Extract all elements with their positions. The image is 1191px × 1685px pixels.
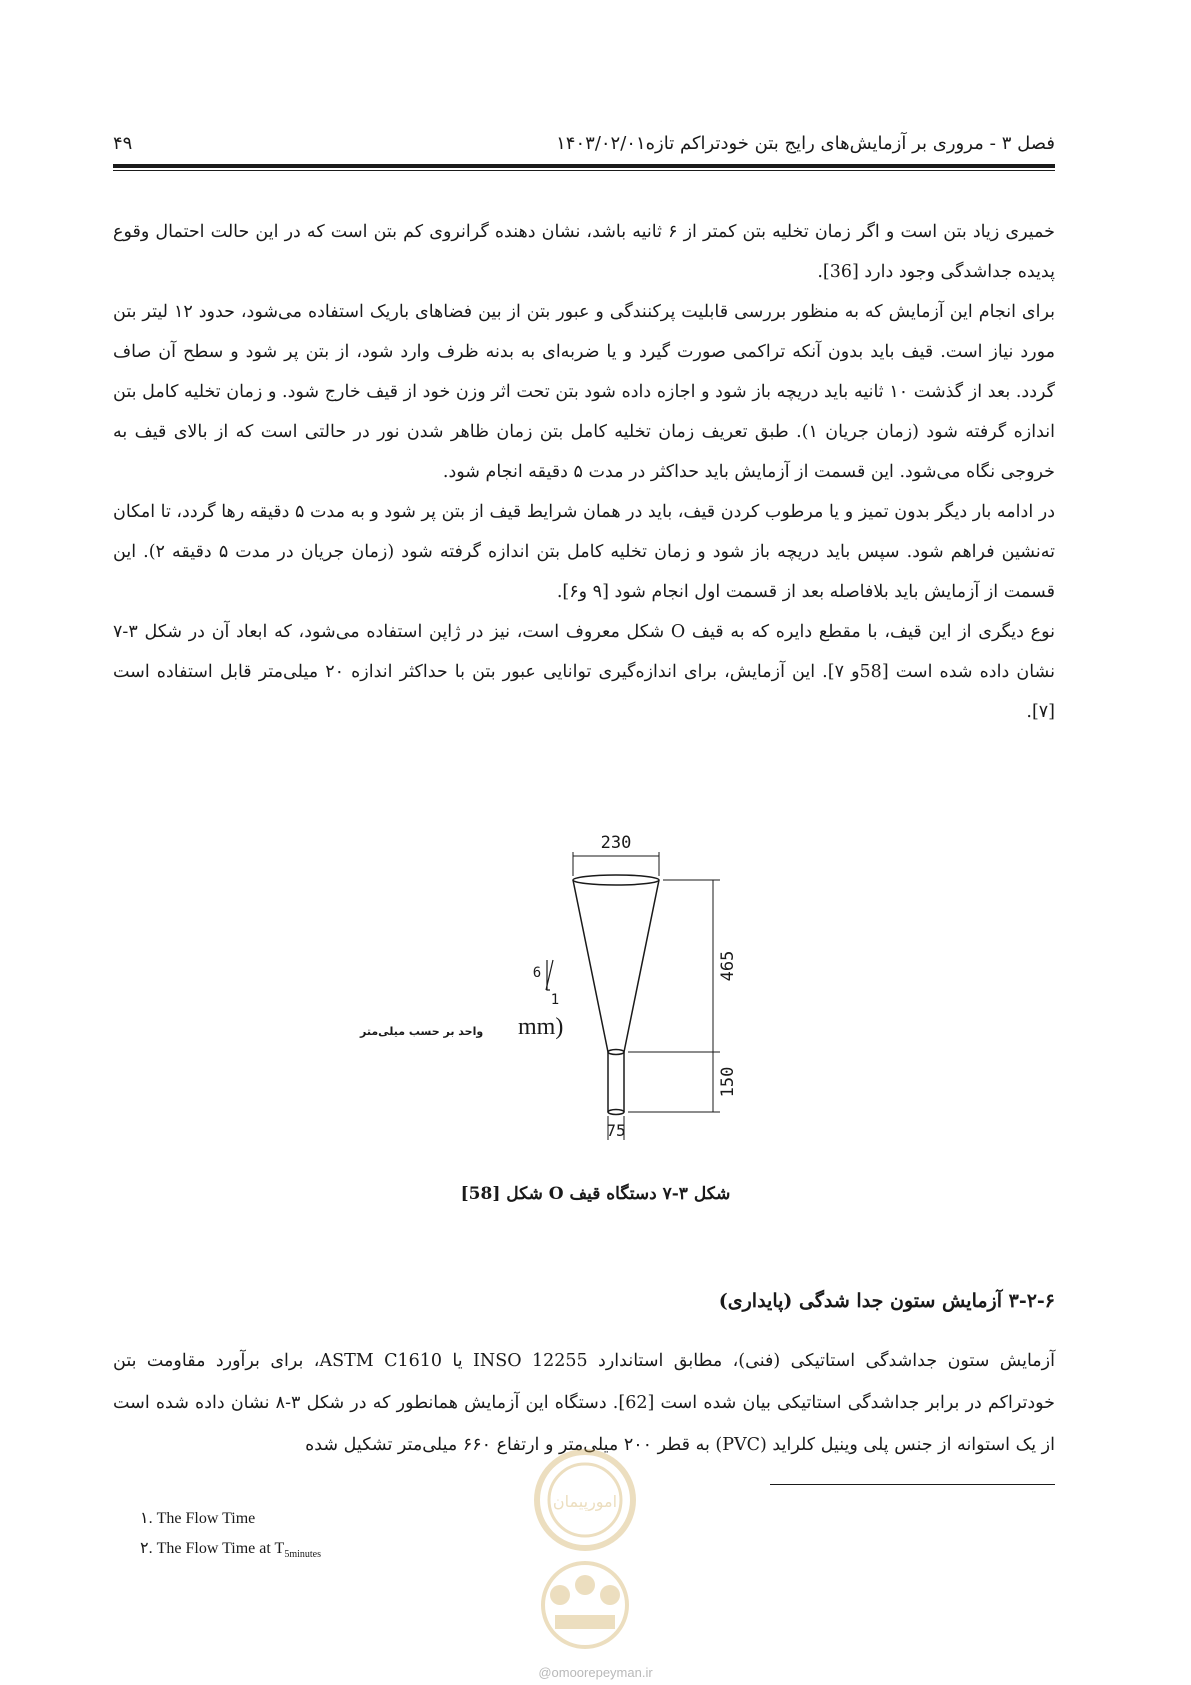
figure-caption: شکل ۳-۷ دستگاه قیف O شکل [58] [460,1184,731,1204]
header-rule-thick [113,164,1055,168]
section-paragraph-1: آزمایش ستون جداشدگی استاتیکی (فنی)، مطابق استاندارد INSO 12255 یا ASTM C1610، برای برآورد مقاومت بتن خودتراکم در برابر جداشدگی استاتیکی بیان شده است [62]. دستگاه این آزمایش همانطور که در شکل ۳-۸ نشان داده شده است از یک استوانه از جنس پلی وینیل کلراید (PVC) به قطر ۲۰۰ میلی‌متر و ارتفاع ۶۶۰ میلی‌متر تشکیل شده [113,1351,1056,1455]
slope-run-label: 1 [550,992,560,1008]
watermark-logo-text: امورپیمان [552,1492,618,1511]
chapter-title: فصل ۳ - مروری بر آزمایش‌های رایج بتن خودتراکم تازه۱۴۰۳/۰۲/۰۱ [556,133,1055,154]
paragraph-4: نوع دیگری از این قیف، با مقطع دایره که به قیف O شکل معروف است، نیز در ژاپن استفاده می‌شود، که ابعاد آن در شکل ۳-۷ نشان داده شده است [58و ۷]. این آزمایش، برای اندازه‌گیری توانایی عبور بتن با حداکثر اندازه ۲۰ میلی‌متر قابل استفاده است [۷]. [113,622,1056,722]
unit-label: واحد بر حسب میلی‌متر [360,1025,484,1038]
footnote-2-marker: ۲. [140,1540,153,1557]
page-header [113,128,1055,158]
header-rule-thin [113,170,1055,171]
watermark-logo [510,1445,660,1655]
paragraph-1: خمیری زیاد بتن است و اگر زمان تخلیه بتن کمتر از ۶ ثانیه باشد، نشان دهنده گرانروی کم بتن است که در این حالت احتمال وقوع پدیده جداشدگی وجود دارد [36]. [113,222,1055,282]
slope-rise-label: 6 [532,965,542,981]
footnotes [140,1504,321,1570]
dim-height-label: 465 [718,950,738,982]
footnote-2-text: The Flow Time at T [156,1540,285,1557]
paragraph-3: در ادامه بار دیگر بدون تمیز و یا مرطوب کردن قیف، باید در همان شرایط قیف از بتن پر شود و به مدت ۵ دقیقه رها گردد، تا امکان ته‌نشین فراهم شود. سپس باید دریچه باز شود و زمان تخلیه کامل بتن اندازه گرفته شود (زمان جریان در مدت ۵ دقیقه ۲). این قسمت از آزمایش باید بلافاصله بعد از قسمت اول انجام شود [۹ و۶]. [113,502,1055,602]
footnote-1 [140,1504,321,1534]
dim-neck-label: 150 [718,1066,738,1098]
unit-mm-label: mm) [518,1014,564,1040]
footnote-2 [140,1534,321,1570]
footnote-1-marker: ۱. [140,1510,153,1527]
footnote-1-text: The Flow Time [156,1510,256,1527]
body-text [113,212,1055,732]
watermark-url: @omoorepeyman.ir [538,1665,653,1680]
section-heading: ۳-۲-۶ آزمایش ستون جدا شدگی (پایداری) [718,1290,1055,1312]
footnote-rule [770,1484,1055,1485]
paragraph-2: برای انجام این آزمایش که به منظور بررسی قابلیت پرکنندگی و عبور بتن از بین فضاهای باریک استفاده می‌شود، حدود ۱۲ لیتر بتن مورد نیاز است. قیف باید بدون آنکه تراکمی صورت گیرد و یا ضربه‌ای به بدنه ظرف وارد شود، از بتن پر شود و سطح آن صاف گردد. بعد از گذشت ۱۰ ثانیه باید دریچه باز شود و اجازه داده شود بتن تحت اثر وزن خود از قیف خارج شود. و زمان تخلیه کامل بتن اندازه گرفته شود (زمان جریان ۱). طبق تعریف زمان تخلیه کامل بتن زمان ظاهر شدن نور در حالتی است که از بالای قیف به خروجی نگاه می‌شود. این قسمت از آزمایش باید حداکثر در مدت ۵ دقیقه انجام شود. [113,302,1056,482]
dim-top-label: 230 [600,833,632,853]
o-funnel-diagram [0,820,1191,1150]
dim-bottom-label: 75 [606,1121,626,1140]
footnote-2-subscript: 5minutes [284,1549,321,1561]
page-number: ۴۹ [113,133,133,154]
